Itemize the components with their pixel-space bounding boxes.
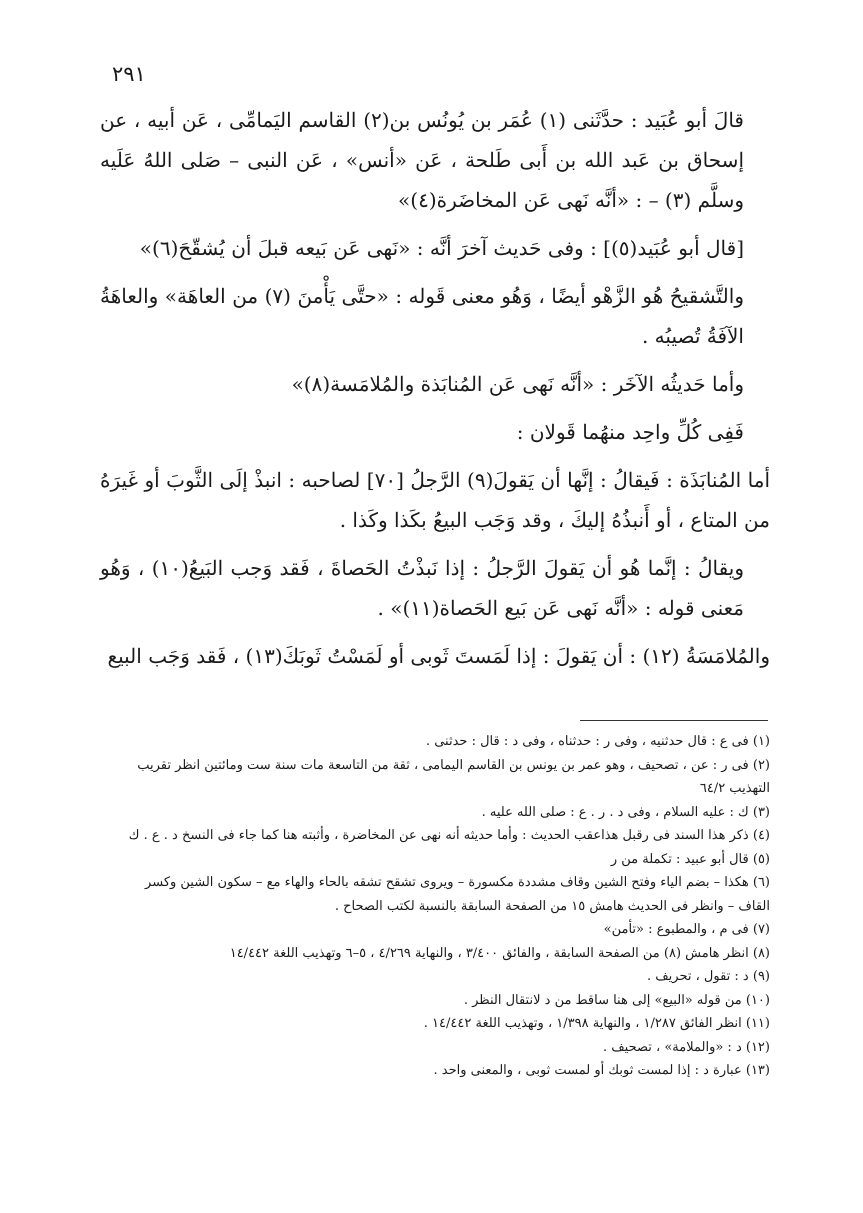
paragraph: قالَ أبو عُبَيد : حدَّثَنى (١) عُمَر بن يُونُس بن(٢) القاسم اليَمامِّى ، عَن أبيه ، عن إسحاق بن عَبد الله بن أَبى طَلحة ، عَن «أنس» ، عَن النبى – صَلى اللهُ عَلَيه وسلَّم (٣) – : «أنَّه نَهى عَن المخاضَرة(٤)» bbox=[100, 108, 744, 212]
paragraph: فَفِى كُلِّ واحِد منهُما قَولان : bbox=[516, 420, 744, 444]
footnote-divider bbox=[580, 720, 768, 721]
paragraph: وأما حَديثُه الآخَر : «أنَّه نَهى عَن المُنابَذة والمُلامَسة(٨)» bbox=[291, 372, 744, 396]
paragraph: ويقالُ : إنَّما هُو أن يَقولَ الرَّجلُ : إذا نَبذْتُ الحَصاةَ ، فَقد وَجب البَيعُ(١٠) ، وَهُو مَعنى قوله : «أنَّه نَهى عَن بَيع الحَصاة(١١)» . bbox=[100, 556, 744, 620]
footnote: (٦) هكذا – بضم الياء وفتح الشين وقاف مشددة مكسورة – ويروى تشقح تشقه بالحاء والهاء مع – سكون الشين وكسر القاف – وانظر فى الحديث هامش ١٥ من الصفحة السابقة بالنسبة لكتب الصحاح . bbox=[145, 875, 770, 914]
footnote: (١) فى ع : قال حدثنيه ، وفى ر : حدثناه ، وفى د : قال : حدثنى . bbox=[425, 734, 770, 749]
footnote: (٤) ذكر هذا السند فى رقبل هذاعقب الحديث : وأما حديثه أنه نهى عن المخاضرة ، وأثبته هنا كما جاء فى النسخ د . ع . ك bbox=[128, 828, 770, 843]
paragraph: أما المُنابَذَة : فَيقالُ : إنَّها أن يَقولَ(٩) الرَّجلُ [٧٠] لصاحبه : انبذْ إلَى الثَّوبَ أو غَيرَهُ من المتاع ، أو أَنبذُهُ إليكَ ، وقد وَجَب البيعُ بكَذا وكَذا . bbox=[100, 468, 771, 532]
paragraph: [قال أبو عُبَيد(٥)] : وفى حَديث آخرَ أنَّه : «نَهى عَن بَيعه قبلَ أن يُشقّحَ(٦)» bbox=[139, 236, 744, 260]
footnote: (٩) د : تقول ، تحريف . bbox=[646, 969, 770, 984]
footnote: (٣) ك : عليه السلام ، وفى د . ر . ع : صلى الله عليه . bbox=[481, 804, 770, 820]
main-text bbox=[100, 100, 770, 684]
footnote: (٥) قال أبو عبيد : تكملة من ر bbox=[610, 851, 770, 867]
footnote: (٢) فى ر : عن ، تصحيف ، وهو عمر بن يونس بن القاسم اليمامى ، ثقة من التاسعة مات سنة ست ومائتين انظر تقريب التهذيب ٦٤/٢ bbox=[137, 757, 770, 796]
footnote: (١٠) من قوله «البيع» إلى هنا ساقط من د لانتقال النظر . bbox=[463, 992, 770, 1008]
footnote: (٨) انظر هامش (٨) من الصفحة السابقة ، والفائق ٣/٤٠٠ ، والنهاية ٤/٢٦٩ ، ٥–٦ وتهذيب اللغة ١٤/٤٤٢ bbox=[229, 945, 770, 961]
footnote: (١٢) د : «والملامة» ، تصحيف . bbox=[602, 1039, 770, 1055]
paragraph: والتَّشقيحُ هُو الزَّهْو أيضًا ، وَهُو معنى قَوله : «حتَّى يَأْمنَ (٧) من العاهَة» والعاهَةُ الآفَةُ تُصيبُه . bbox=[100, 284, 744, 348]
paragraph: والمُلامَسَةُ (١٢) : أن يَقولَ : إذا لَمَستَ ثَوبى أو لَمَسْتُ ثَوبَكَ(١٣) ، فَقد وَجَب البيع bbox=[107, 644, 770, 668]
footnote: (٧) فى م ، والمطبوع : «تأمن» bbox=[603, 922, 770, 937]
footnote: (١١) انظر الفائق ١/٢٨٧ ، والنهاية ١/٣٩٨ ، وتهذيب اللغة ١٤/٤٤٢ . bbox=[423, 1016, 770, 1031]
footnote: (١٣) عبارة د : إذا لمست ثوبك أو لمست ثوبى ، والمعنى واحد . bbox=[433, 1063, 770, 1078]
page-number: ٢٩١ bbox=[112, 62, 146, 86]
footnotes bbox=[110, 730, 770, 1083]
